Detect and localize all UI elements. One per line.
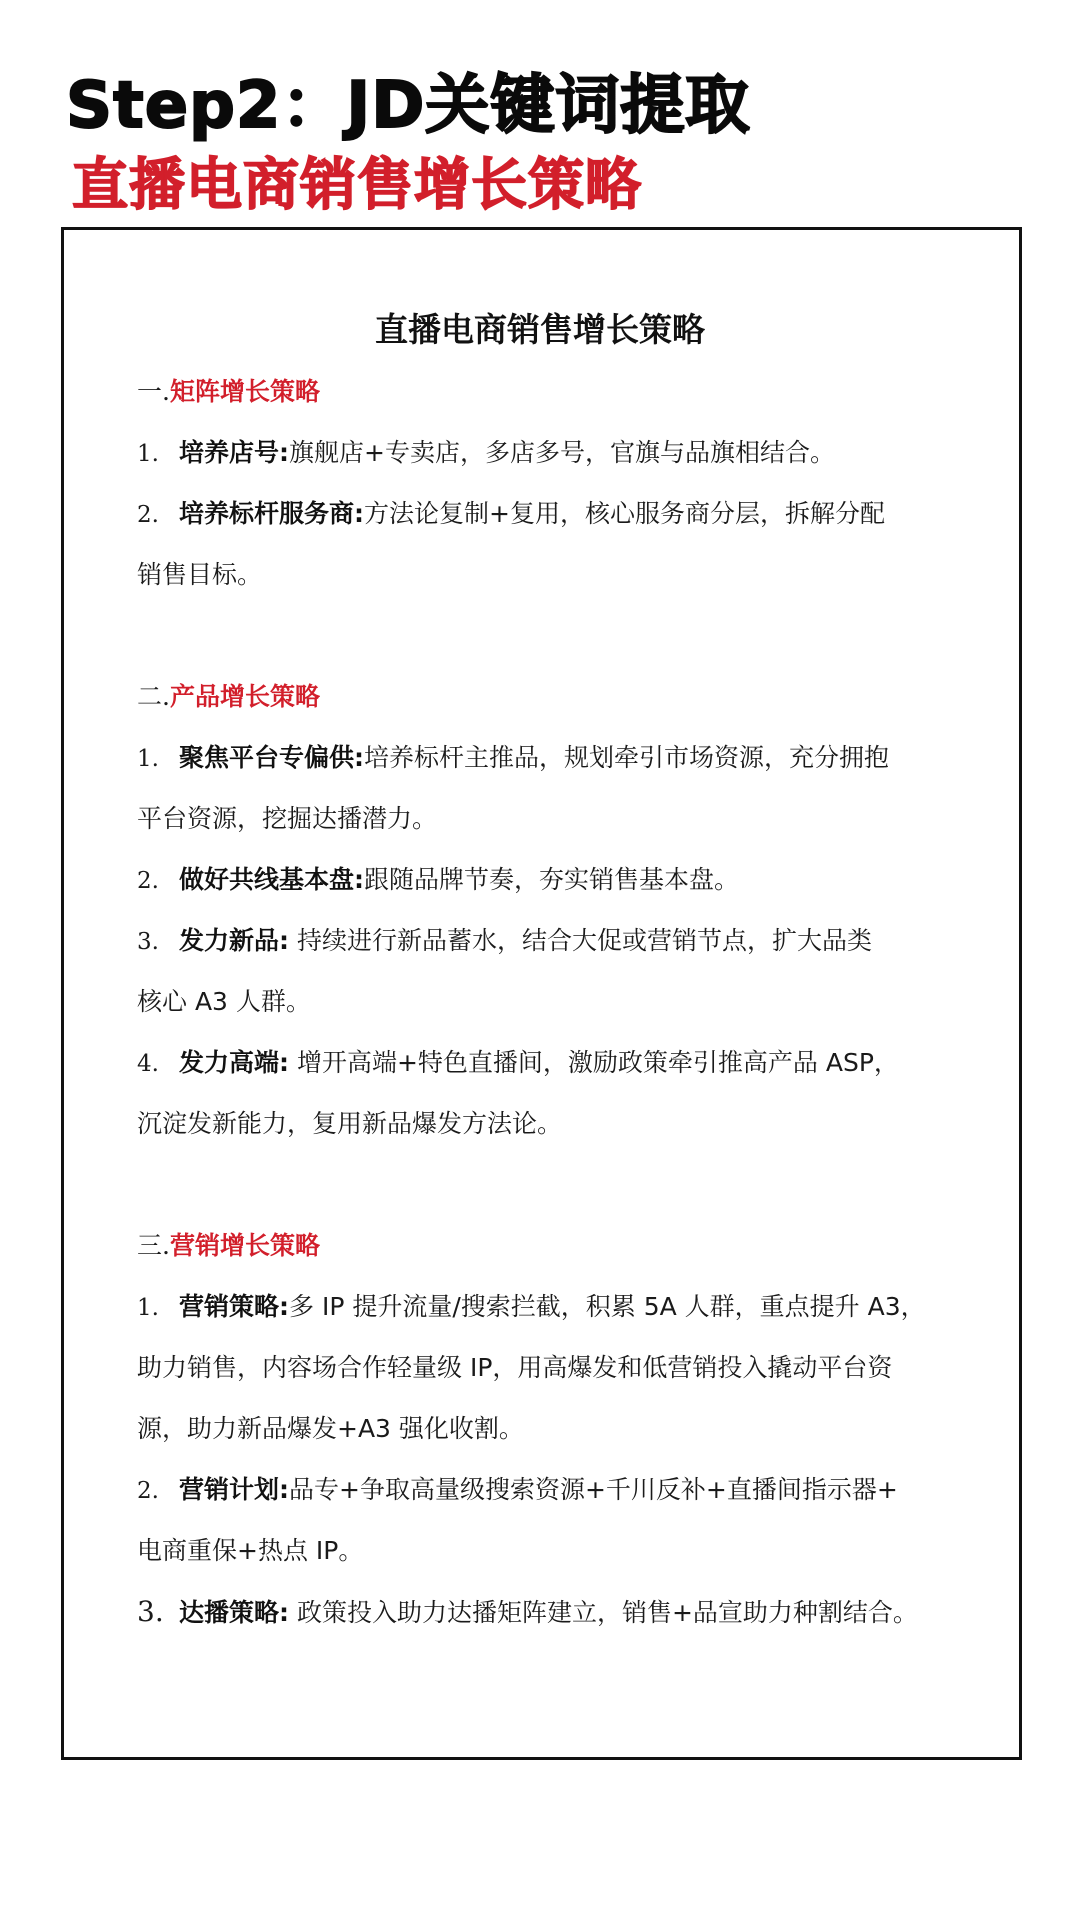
section-title: 营销增长策略 <box>169 1231 320 1260</box>
item-number: 1. <box>137 746 159 772</box>
list-item <box>137 1043 899 1084</box>
item-number: 1. <box>137 1295 159 1321</box>
item-label: 培养标杆服务商: <box>179 499 364 528</box>
item-text: 政策投入助力达播矩阵建立，销售+品宣助力种割结合。 <box>289 1598 918 1627</box>
item-text-continued: 源，助力新品爆发+A3 强化收割。 <box>137 1414 524 1443</box>
list-item <box>137 860 739 901</box>
item-label: 营销计划: <box>179 1475 289 1504</box>
item-number: 2. <box>137 1478 159 1504</box>
item-text-continued: 助力销售，内容场合作轻量级 IP，用高爆发和低营销投入撬动平台资 <box>137 1353 893 1382</box>
list-item <box>137 494 885 535</box>
item-label: 培养店号: <box>179 438 289 467</box>
item-label: 发力新品: <box>179 926 289 955</box>
section-heading <box>137 677 320 717</box>
item-text-continued: 沉淀发新能力，复用新品爆发方法论。 <box>137 1109 563 1138</box>
page-title: Step2：JD关键词提取 <box>66 69 751 143</box>
item-text-continued: 核心 A3 人群。 <box>137 987 311 1016</box>
section-title: 矩阵增长策略 <box>169 377 320 406</box>
document-title: 直播电商销售增长策略 <box>375 310 705 349</box>
section-number: 一. <box>137 377 170 406</box>
list-item <box>137 433 835 474</box>
item-number: 1. <box>137 441 159 467</box>
section-title: 产品增长策略 <box>169 682 320 711</box>
item-label: 达播策略: <box>179 1598 289 1627</box>
item-number: 3. <box>137 1595 164 1628</box>
item-text-continued: 电商重保+热点 IP。 <box>137 1536 364 1565</box>
item-text: 方法论复制+复用，核心服务商分层，拆解分配 <box>364 499 885 528</box>
item-label: 发力高端: <box>179 1048 289 1077</box>
item-text: 多 IP 提升流量/搜索拦截，积累 5A 人群，重点提升 A3， <box>289 1292 926 1321</box>
item-number: 3. <box>137 929 159 955</box>
list-item <box>137 1592 918 1633</box>
list-item <box>137 738 889 779</box>
item-text: 培养标杆主推品，规划牵引市场资源，充分拥抱 <box>364 743 890 772</box>
item-label: 聚焦平台专偏供: <box>179 743 364 772</box>
item-number: 4. <box>137 1051 159 1077</box>
item-text: 旗舰店+专卖店，多店多号，官旗与品旗相结合。 <box>289 438 835 467</box>
item-label: 做好共线基本盘: <box>179 865 364 894</box>
section-heading <box>137 1226 320 1266</box>
item-text-continued: 平台资源，挖掘达播潜力。 <box>137 804 438 833</box>
page-subtitle: 直播电商销售增长策略 <box>72 153 642 218</box>
item-text: 品专+争取高量级搜索资源+千川反补+直播间指示器+ <box>289 1475 898 1504</box>
item-number: 2. <box>137 502 159 528</box>
list-item <box>137 1287 926 1328</box>
section-number: 二. <box>137 682 170 711</box>
section-number: 三. <box>137 1231 170 1260</box>
item-text: 增开高端+特色直播间，激励政策牵引推高产品 ASP， <box>289 1048 899 1077</box>
list-item <box>137 921 872 962</box>
list-item <box>137 1470 898 1511</box>
item-text: 跟随品牌节奏，夯实销售基本盘。 <box>364 865 740 894</box>
item-text-continued: 销售目标。 <box>137 560 263 589</box>
item-number: 2. <box>137 868 159 894</box>
item-label: 营销策略: <box>179 1292 289 1321</box>
section-heading <box>137 372 320 412</box>
item-text: 持续进行新品蓄水，结合大促或营销节点，扩大品类 <box>289 926 872 955</box>
